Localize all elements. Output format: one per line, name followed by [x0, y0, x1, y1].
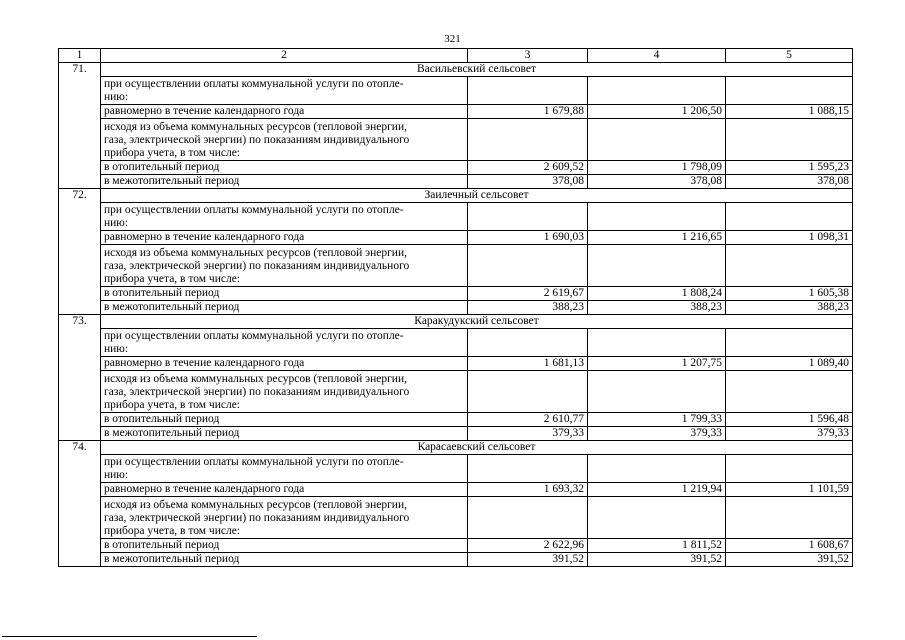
empty-cell	[726, 455, 853, 483]
row-label-intro	[101, 329, 468, 357]
value-col-3: 1 679,88	[468, 105, 588, 119]
empty-cell	[726, 371, 853, 413]
empty-cell	[588, 329, 726, 357]
value-col-4: 1 207,75	[588, 357, 726, 371]
value-col-4: 388,23	[588, 301, 726, 315]
value-col-5: 388,23	[726, 301, 853, 315]
row-label-meter	[101, 245, 468, 287]
row-label-heating: в отопительный период	[101, 539, 468, 553]
value-col-5: 1 089,40	[726, 357, 853, 371]
row-label-intro-line: при осуществлении оплаты коммунальной услуги по отопле-	[104, 330, 404, 342]
row-label-meter-line: газа, электрической энергии) по показаниям индивидуального	[104, 386, 410, 398]
meter-row	[59, 497, 853, 539]
value-col-5: 379,33	[726, 427, 853, 441]
value-col-4: 1 798,09	[588, 161, 726, 175]
empty-cell	[726, 119, 853, 161]
row-label-meter-line: газа, электрической энергии) по показаниям индивидуального	[104, 260, 410, 272]
row-label-even: равномерно в течение календарного года	[101, 483, 468, 497]
row-label-meter-line: прибора учета, в том числе:	[104, 525, 240, 537]
value-col-5: 378,08	[726, 175, 853, 189]
empty-cell	[468, 497, 588, 539]
row-label-intro-line: нию:	[104, 91, 129, 103]
value-col-4: 1 799,33	[588, 413, 726, 427]
row-label-even: равномерно в течение календарного года	[101, 105, 468, 119]
empty-cell	[726, 77, 853, 105]
value-col-3: 2 609,52	[468, 161, 588, 175]
section-title: Заилечный сельсовет	[101, 189, 853, 203]
row-label-meter-line: исходя из объема коммунальных ресурсов (тепловой энергии,	[104, 499, 407, 511]
section-number: 72.	[59, 189, 101, 315]
empty-cell	[726, 245, 853, 287]
footnote-separator	[2, 636, 257, 637]
row-label-meter-line: исходя из объема коммунальных ресурсов (тепловой энергии,	[104, 373, 407, 385]
even-row	[59, 231, 853, 245]
row-label-meter-line: газа, электрической энергии) по показаниям индивидуального	[104, 134, 410, 146]
value-col-4: 379,33	[588, 427, 726, 441]
intro-row	[59, 77, 853, 105]
value-col-3: 1 693,32	[468, 483, 588, 497]
interheating-row	[59, 301, 853, 315]
column-header-4: 4	[588, 49, 726, 63]
column-header-3: 3	[468, 49, 588, 63]
interheating-row	[59, 553, 853, 567]
section-title: Васильевский сельсовет	[101, 63, 853, 77]
value-col-5: 1 098,31	[726, 231, 853, 245]
section-title: Каракудукский сельсовет	[101, 315, 853, 329]
value-col-3: 379,33	[468, 427, 588, 441]
row-label-heating: в отопительный период	[101, 413, 468, 427]
row-label-intro	[101, 455, 468, 483]
header-row	[59, 49, 853, 63]
row-label-interheating: в межотопительный период	[101, 553, 468, 567]
value-col-4: 1 216,65	[588, 231, 726, 245]
heating-row	[59, 413, 853, 427]
row-label-intro	[101, 77, 468, 105]
empty-cell	[588, 455, 726, 483]
value-col-4: 1 808,24	[588, 287, 726, 301]
empty-cell	[588, 245, 726, 287]
heating-row	[59, 161, 853, 175]
value-col-5: 1 608,67	[726, 539, 853, 553]
section-title-row	[59, 315, 853, 329]
empty-cell	[588, 371, 726, 413]
value-col-3: 2 610,77	[468, 413, 588, 427]
value-col-5: 1 605,38	[726, 287, 853, 301]
row-label-interheating: в межотопительный период	[101, 301, 468, 315]
empty-cell	[468, 371, 588, 413]
row-label-heating: в отопительный период	[101, 287, 468, 301]
value-col-3: 1 681,13	[468, 357, 588, 371]
value-col-3: 391,52	[468, 553, 588, 567]
value-col-3: 2 619,67	[468, 287, 588, 301]
empty-cell	[468, 245, 588, 287]
empty-cell	[468, 455, 588, 483]
section-title-row	[59, 63, 853, 77]
row-label-intro	[101, 203, 468, 231]
column-header-2: 2	[101, 49, 468, 63]
row-label-meter-line: прибора учета, в том числе:	[104, 147, 240, 159]
row-label-meter-line: прибора учета, в том числе:	[104, 273, 240, 285]
value-col-4: 1 206,50	[588, 105, 726, 119]
empty-cell	[468, 329, 588, 357]
row-label-meter	[101, 371, 468, 413]
row-label-meter-line: исходя из объема коммунальных ресурсов (тепловой энергии,	[104, 247, 407, 259]
row-label-meter	[101, 497, 468, 539]
row-label-meter	[101, 119, 468, 161]
section-title-row	[59, 189, 853, 203]
section-number: 74.	[59, 441, 101, 567]
section-title: Карасаевский сельсовет	[101, 441, 853, 455]
column-header-1: 1	[59, 49, 101, 63]
column-header-5: 5	[726, 49, 853, 63]
value-col-4: 378,08	[588, 175, 726, 189]
value-col-3: 2 622,96	[468, 539, 588, 553]
intro-row	[59, 203, 853, 231]
value-col-3: 1 690,03	[468, 231, 588, 245]
value-col-3: 388,23	[468, 301, 588, 315]
row-label-meter-line: исходя из объема коммунальных ресурсов (тепловой энергии,	[104, 121, 407, 133]
meter-row	[59, 119, 853, 161]
tariff-table	[58, 48, 853, 567]
section-number: 71.	[59, 63, 101, 189]
empty-cell	[468, 119, 588, 161]
heating-row	[59, 287, 853, 301]
value-col-5: 1 595,23	[726, 161, 853, 175]
row-label-even: равномерно в течение календарного года	[101, 231, 468, 245]
even-row	[59, 357, 853, 371]
interheating-row	[59, 427, 853, 441]
empty-cell	[588, 77, 726, 105]
empty-cell	[726, 203, 853, 231]
intro-row	[59, 455, 853, 483]
row-label-meter-line: прибора учета, в том числе:	[104, 399, 240, 411]
value-col-5: 1 596,48	[726, 413, 853, 427]
intro-row	[59, 329, 853, 357]
row-label-even: равномерно в течение календарного года	[101, 357, 468, 371]
even-row	[59, 483, 853, 497]
row-label-intro-line: при осуществлении оплаты коммунальной услуги по отопле-	[104, 204, 404, 216]
row-label-intro-line: при осуществлении оплаты коммунальной услуги по отопле-	[104, 456, 404, 468]
empty-cell	[726, 497, 853, 539]
section-title-row	[59, 441, 853, 455]
empty-cell	[468, 203, 588, 231]
row-label-interheating: в межотопительный период	[101, 175, 468, 189]
even-row	[59, 105, 853, 119]
row-label-intro-line: нию:	[104, 469, 129, 481]
value-col-3: 378,08	[468, 175, 588, 189]
meter-row	[59, 371, 853, 413]
section-number: 73.	[59, 315, 101, 441]
empty-cell	[468, 77, 588, 105]
empty-cell	[588, 497, 726, 539]
value-col-4: 391,52	[588, 553, 726, 567]
value-col-5: 1 088,15	[726, 105, 853, 119]
empty-cell	[588, 119, 726, 161]
meter-row	[59, 245, 853, 287]
row-label-heating: в отопительный период	[101, 161, 468, 175]
value-col-4: 1 811,52	[588, 539, 726, 553]
row-label-intro-line: нию:	[104, 343, 129, 355]
heating-row	[59, 539, 853, 553]
row-label-intro-line: нию:	[104, 217, 129, 229]
row-label-meter-line: газа, электрической энергии) по показаниям индивидуального	[104, 512, 410, 524]
value-col-5: 1 101,59	[726, 483, 853, 497]
interheating-row	[59, 175, 853, 189]
empty-cell	[726, 329, 853, 357]
value-col-4: 1 219,94	[588, 483, 726, 497]
empty-cell	[588, 203, 726, 231]
page-number: 321	[444, 33, 461, 45]
row-label-interheating: в межотопительный период	[101, 427, 468, 441]
value-col-5: 391,52	[726, 553, 853, 567]
row-label-intro-line: при осуществлении оплаты коммунальной услуги по отопле-	[104, 78, 404, 90]
